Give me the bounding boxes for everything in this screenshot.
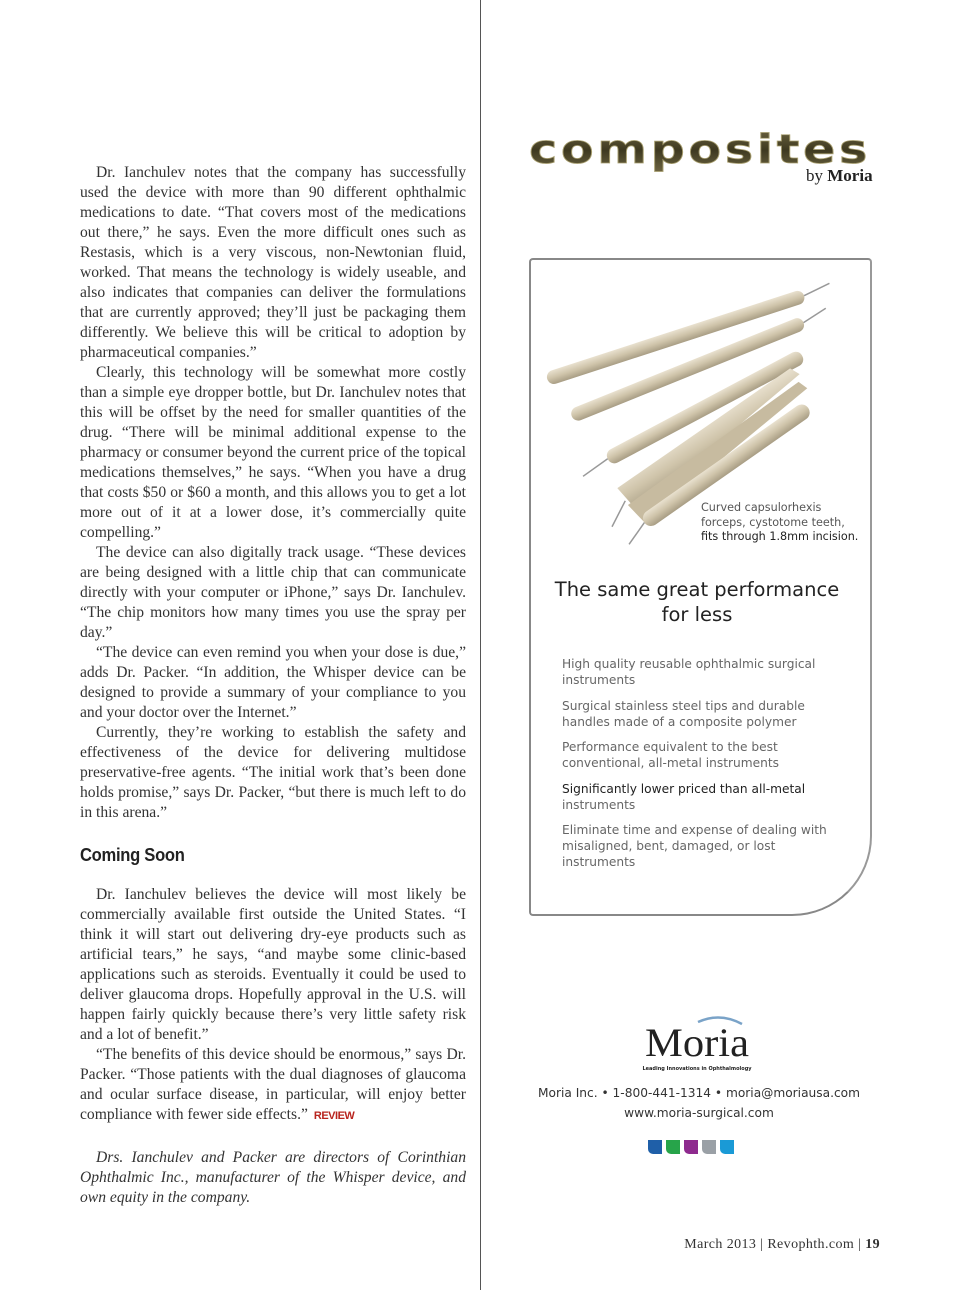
moria-logo: [640, 1014, 755, 1074]
feature-item: Surgical stainless steel tips and durable handles made of a composite polymer: [562, 698, 805, 729]
headline-line: The same great performance: [554, 578, 840, 601]
article-paragraph: Dr. Ianchulev notes that the company has successfully used the device with more than 90 different ophthalmic medications to date. “That covers most of the medications out there,” he says. Even the more difficult ones such as Restasis, which is a very viscous, non-Newtonian fluid, worked. That means the technology is widely useable, and also indicates that companies can deliver the formulations that are currently approved; they’ll just be packaging them differently. We believe this will be critical to adoption by pharmaceutical companies.”: [80, 164, 466, 361]
feature-item: Performance equivalent to the best conventional, all-metal instruments: [562, 740, 779, 770]
contact-info: [530, 1083, 868, 1123]
caption-line: Curved capsulorhexis: [701, 501, 822, 514]
color-swatches: [648, 1140, 734, 1154]
feature-emphasis-rest: instruments: [562, 797, 636, 812]
swatch: [720, 1140, 734, 1154]
article-column: [80, 163, 466, 1208]
brand-text: composites: [529, 132, 871, 173]
swatch: [684, 1140, 698, 1154]
website-link[interactable]: www.moria-surgical.com: [624, 1106, 774, 1120]
author-disclosure: Drs. Ianchulev and Packer are directors of Corinthian Ophthalmic Inc., manufacturer of the Whisper device, and own equity in the company.: [80, 1149, 466, 1206]
swatch: [702, 1140, 716, 1154]
photo-caption: [701, 501, 866, 545]
by-prefix: by: [806, 166, 823, 185]
review-end-tag: REVIEW: [313, 1110, 355, 1122]
page-footer: March 2013 | Revophth.com | 19: [684, 1237, 880, 1252]
logo-text: Moria: [645, 1020, 750, 1065]
article-paragraph: The device can also digitally track usage. “These devices are being designed with a little chip that can communicate directly with your computer or iPhone,” says Dr. Ianchulev. “The chip monitors how many times you use the spray per day.”: [80, 544, 466, 641]
article-paragraph-text: “The benefits of this device should be enormous,” says Dr. Packer. “Those patients with the dual diagnoses of glaucoma and ocular surface disease, in particular, will enjoy better compliance with fewer side effects.”: [80, 1046, 466, 1123]
article-paragraph: Clearly, this technology will be somewhat more costly than a simple eye dropper bottle, but Dr. Ianchulev notes that this will be offset by the need for smaller quantities of the drug. “There will be minimal additional expense to the pharmacy or consumer beyond the current price of the topical medications themselves,” he says. “When you have a drug that costs $50 or $60 a month, and this allows you to get a lot more out of it at a lower dose, it’s commercially quite compelling.”: [80, 364, 466, 541]
article-paragraph: “The device can even remind you when your dose is due,” adds Dr. Packer. “In addition, the Whisper device can be designed to provide a summary of your compliance to you and your doctor over the Internet.”: [80, 644, 466, 721]
logo-tagline: Leading Innovations in Ophthalmology: [642, 1066, 752, 1072]
caption-line-emphasis: fits through 1.8mm incision.: [701, 530, 859, 543]
brand-byline: [806, 166, 873, 186]
footer-site: Revophth.com: [767, 1237, 855, 1252]
by-brand: Moria: [827, 166, 873, 185]
caption-line: forceps, cystotome teeth,: [701, 515, 845, 529]
headline-line: for less: [661, 603, 733, 626]
article-paragraph: Dr. Ianchulev believes the device will most likely be commercially available first outside the United States. “I think it will start out delivering dry-eye products such as artificial tears,” he says, “and maybe some clinic-based applications such as steroids. Eventually it could be used to deliver glaucoma drops. Hopefully approval in the U.S. will happen fairly quickly because there’s very little safety risk and a lot of benefit.”: [80, 886, 466, 1043]
feature-item: Eliminate time and expense of dealing with misaligned, bent, damaged, or lost instruments: [562, 823, 827, 869]
page-number: 19: [865, 1237, 880, 1252]
contact-line: Moria Inc. • 1-800-441-1314 • moria@moriausa.com: [538, 1086, 860, 1100]
section-heading: Coming Soon: [80, 845, 185, 865]
ad-headline: [532, 577, 862, 627]
swatch: [666, 1140, 680, 1154]
footer-issue: March 2013: [684, 1237, 757, 1252]
feature-list: [562, 656, 852, 880]
swatch: [648, 1140, 662, 1154]
feature-emphasis-text: Significantly lower priced than all-metal: [562, 781, 806, 796]
feature-item: High quality reusable ophthalmic surgical instruments: [562, 657, 816, 687]
article-paragraph: Currently, they’re working to establish the safety and effectiveness of the device for delivering multidose preservative-free agents. “The initial work that’s been done holds promise,” says Dr. Packer, “but there is much left to do in this arena.”: [80, 724, 466, 821]
column-divider: [480, 0, 481, 1290]
article-paragraph-final: [80, 1045, 466, 1126]
feature-item-emphasis: [562, 781, 852, 813]
